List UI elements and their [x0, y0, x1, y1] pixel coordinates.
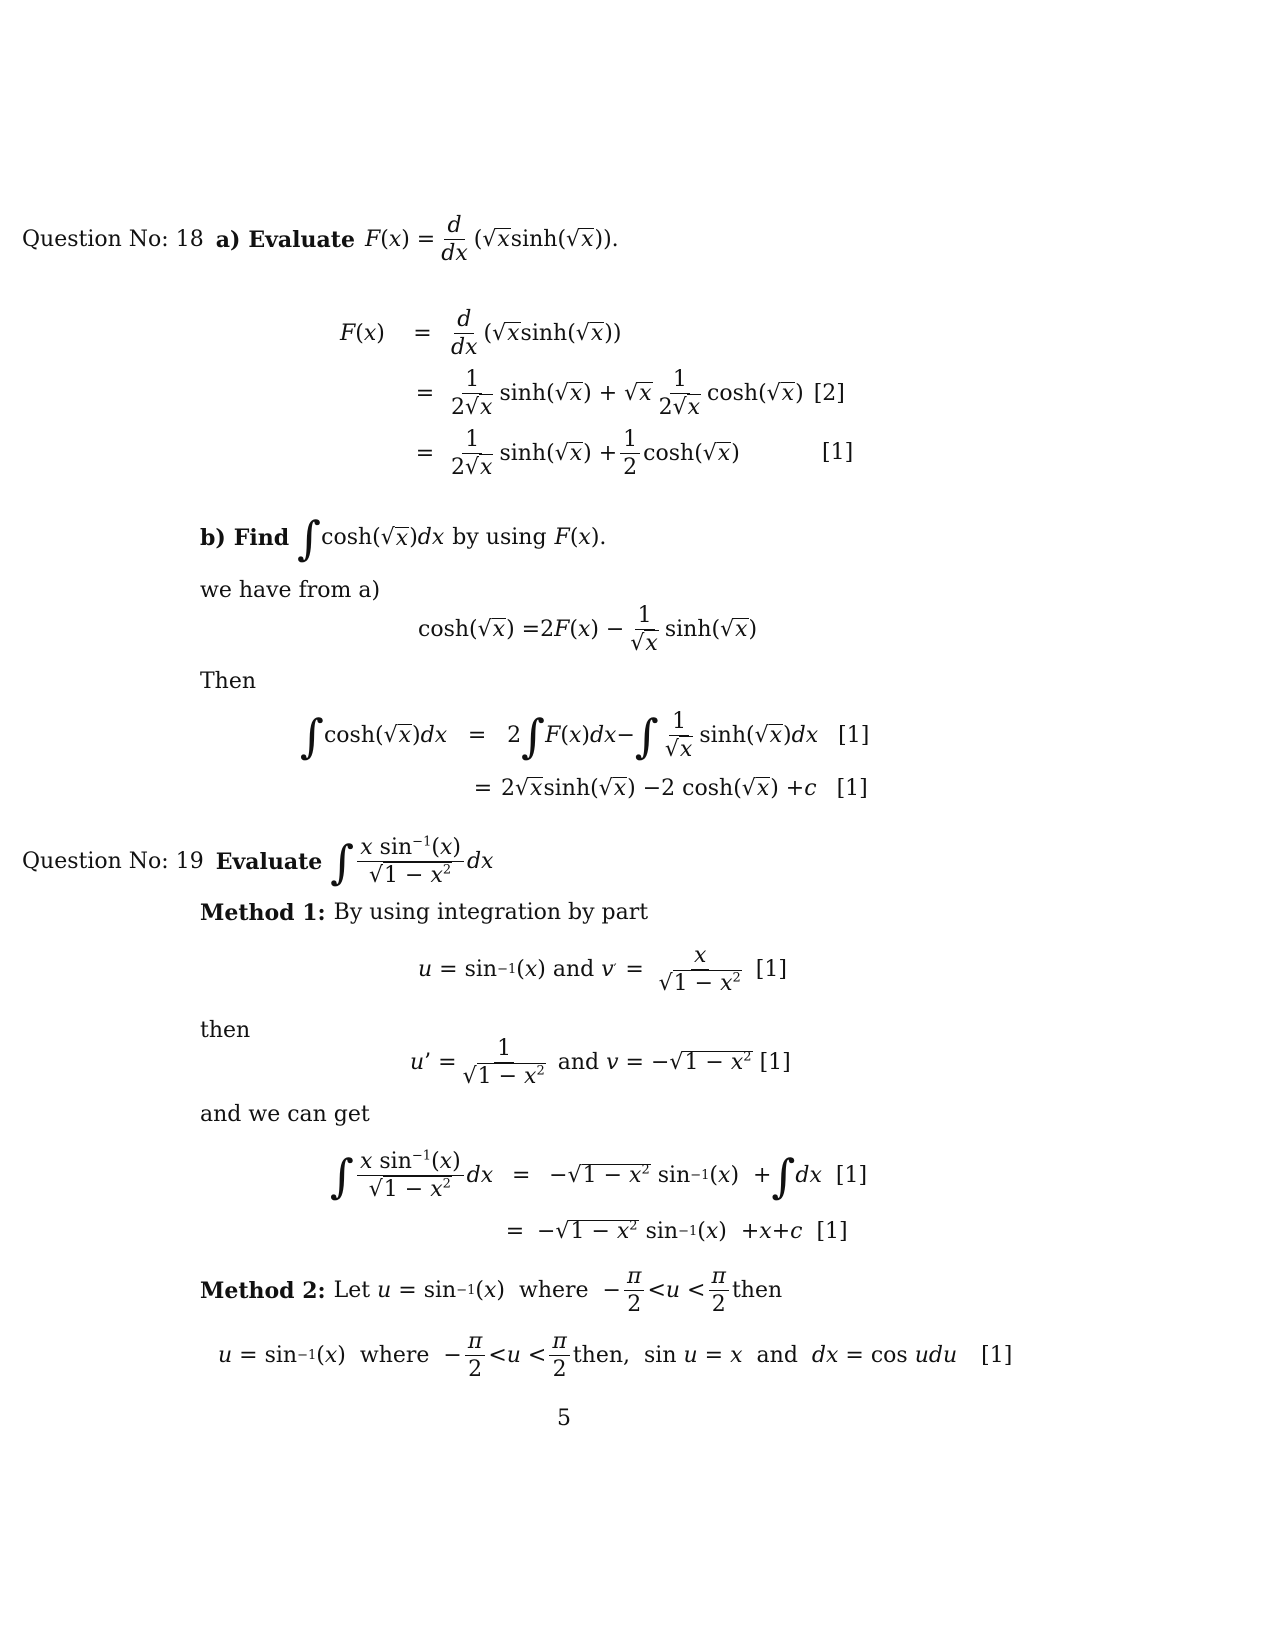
parts-row-1: ∫ $\frac{x \sin^{-1}(x)}{√1 - x^2}$ dx = −√ $1 - x^2$ sin −1 ( x ) + ∫ dx [1] [330, 1148, 868, 1203]
derivative-operator: $\frac{d}{dx}$ [441, 213, 468, 267]
uprime-v-result: u ’ = $\frac{1}{√1 - x^2}$ and v = −√ $1 - x^2$ [1] [410, 1036, 791, 1090]
integral-row-2: = 2 √ x sinh (√ x ) − 2 cosh (√ x ) + c [1] [473, 775, 868, 801]
q19-heading: Question No: 19 Evaluate ∫ $\frac{x \sin^{-1}(x)}{√1 - x^2}$ dx [22, 834, 494, 889]
q18-part-b: b) [200, 525, 226, 551]
F-symbol: F [364, 226, 381, 252]
x-var: x [388, 226, 402, 252]
method1-line: Method 1: By using integration by part [200, 900, 649, 926]
derivation-row-3: = $\frac{1}{2√x}$ sinh (√ x ) + $\frac{1}{2}$ cosh (√ x ) [415, 427, 740, 481]
substitution-line: u = sin −1 ( x ) where − $\frac{\pi}{2}$ < u < $\frac{\pi}{2}$ then, sin u = x and dx = cos udu [1] [218, 1329, 1013, 1383]
mark-2: [2] [813, 380, 845, 406]
integral-row-1: ∫ cosh (√ x ) dx = 2 ∫ F ( x ) dx − ∫ $\frac{1}{√x}$ sinh (√ x ) dx [1] [300, 708, 870, 763]
q18-label: Question No: 18 [22, 226, 204, 252]
parts-row-2: = −√ $1 - x^2$ sin −1 ( x ) + x + c [1] [505, 1218, 848, 1244]
and-we-can-get: and we can get [200, 1102, 370, 1127]
q19-evaluate: Evaluate [215, 848, 323, 875]
derivation-row-1: F(x) = $\frac{d}{dx}$ (√ x sinh (√ x )) [340, 307, 622, 361]
then-text-q19: then [200, 1018, 251, 1043]
q18b-heading: b) Find ∫ cosh (√ x ) dx by using F ( x ). [200, 511, 607, 565]
mark-1: [1] [822, 440, 854, 465]
derivation-row-2: = $\frac{1}{2√x}$ sinh (√ x ) + √ x $\frac{1}{2√x}$ cosh (√ x ) [2] [415, 367, 845, 421]
q18-find: Find [233, 525, 290, 551]
u-v-definition: u = sin −1 ( x ) and v ′ = $\frac{x}{√1 - x^2}$ [1] [418, 943, 787, 997]
q18-part-a: a) [215, 226, 241, 253]
method2-line: Method 2: Let u = sin −1 ( x ) where − $\frac{\pi}{2}$ < u < $\frac{\pi}{2}$ then [200, 1264, 783, 1318]
we-have-text: we have from a) [200, 578, 381, 603]
integral-sign: ∫ [297, 511, 322, 565]
sqrt-x: x [497, 227, 510, 253]
then-text: Then [200, 669, 257, 694]
q18-evaluate: Evaluate [248, 226, 355, 253]
cosh-identity: cosh (√ x ) = 2 F ( x ) − $\frac{1}{√x}$ sinh (√ x ) [418, 603, 758, 657]
q18-heading: Question No: 18 a) Evaluate F ( x ) = $\frac{d}{dx}$ (√ x sinh (√ x )). [22, 213, 619, 267]
q19-label: Question No: 19 [22, 848, 204, 874]
page-number: 5 [557, 1406, 571, 1431]
